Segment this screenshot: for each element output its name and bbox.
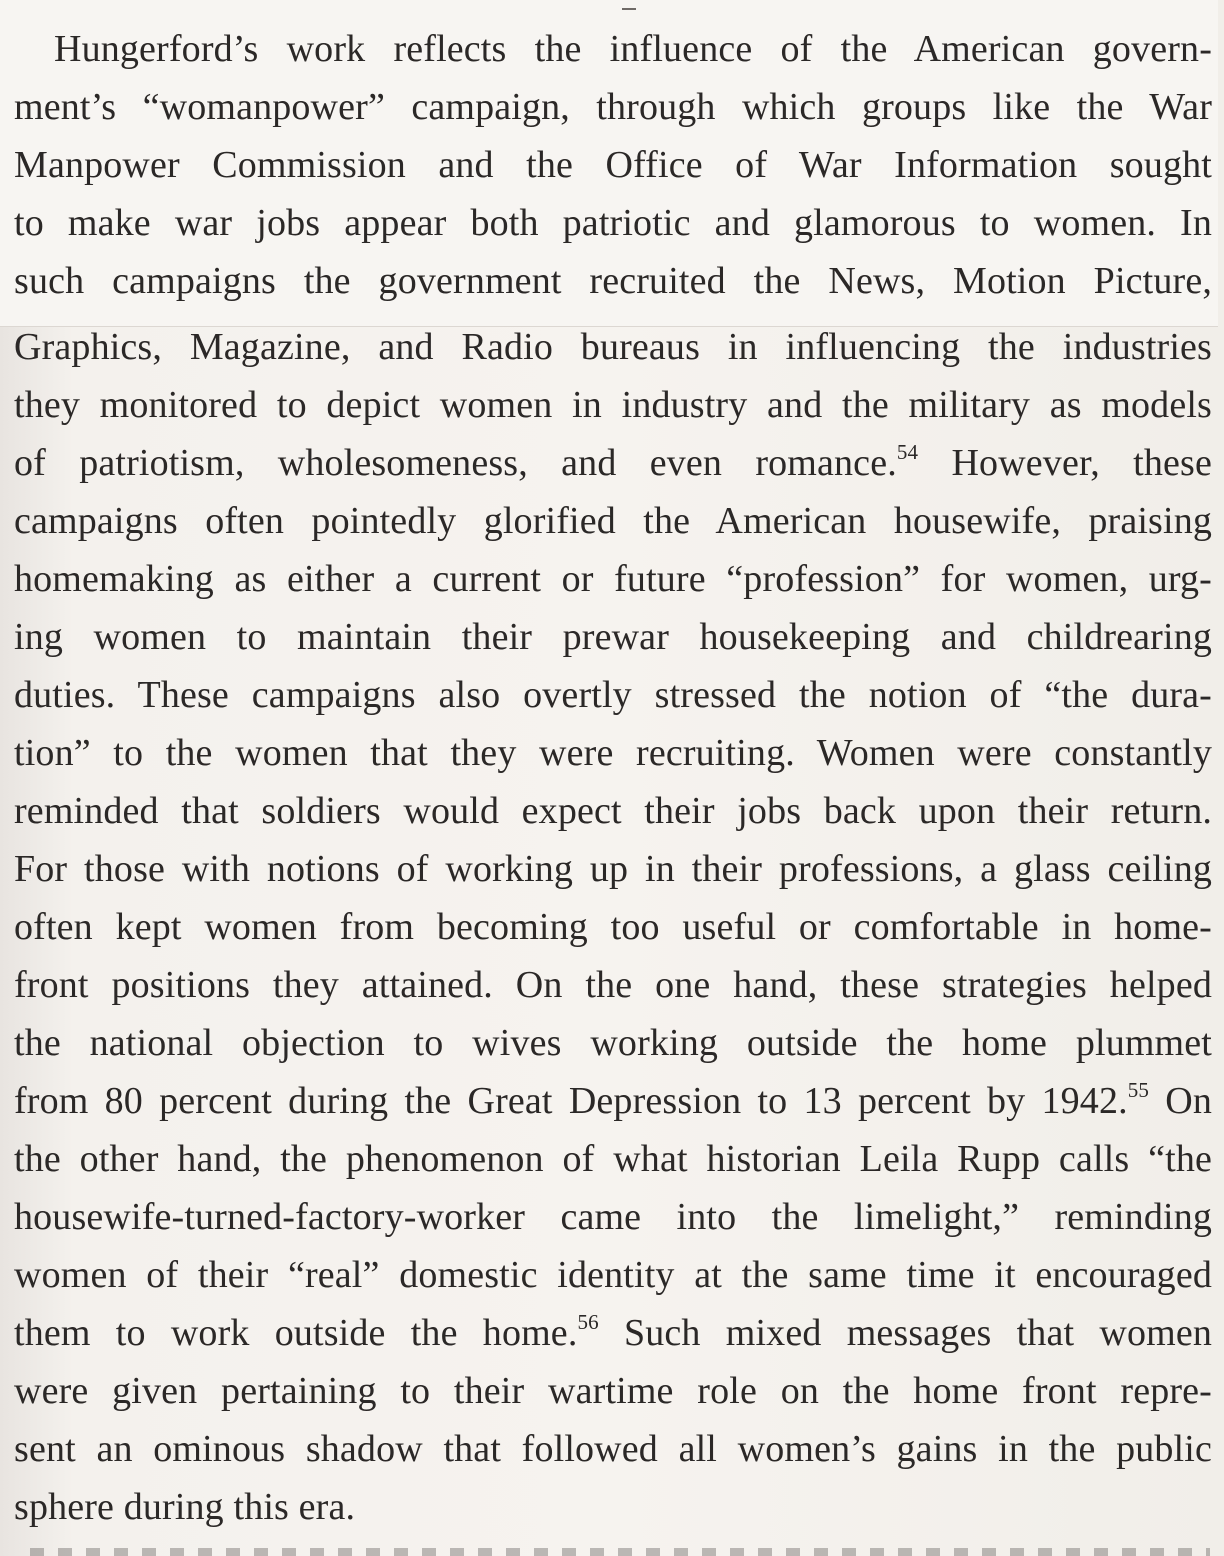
text-line-16 [14, 902, 1212, 952]
text-span: Hungerford’s work reflects the influence of the American govern- [54, 28, 1212, 70]
page-mark [622, 8, 636, 10]
text-span: campaigns often pointedly glorified the American housewife, praising [14, 500, 1212, 542]
text-line-25 [14, 1424, 1212, 1474]
text-span: homemaking as either a current or future “profession” for women, urg- [14, 558, 1212, 600]
footnote-ref-54: 54 [896, 440, 919, 464]
text-line-20 [14, 1134, 1212, 1184]
text-line-26 [14, 1482, 1212, 1532]
text-span: Manpower Commission and the Office of War Information sought [14, 144, 1212, 186]
footnote-ref-55: 55 [1127, 1078, 1150, 1102]
text-line-17 [14, 960, 1212, 1010]
text-span: Such mixed messages that women [598, 1312, 1212, 1354]
text-span: the national objection to wives working outside the home plummet [14, 1022, 1212, 1064]
text-span: ing women to maintain their prewar housekeeping and childrearing [14, 616, 1212, 658]
text-line-18 [14, 1018, 1212, 1068]
text-line-11 [14, 612, 1212, 662]
text-line-3 [14, 140, 1212, 190]
text-line-8 [14, 438, 1212, 488]
text-span: the other hand, the phenomenon of what historian Leila Rupp calls “the [14, 1138, 1212, 1180]
footnote-ref-56: 56 [577, 1310, 599, 1334]
text-span: often kept women from becoming too useful or comfortable in home- [14, 906, 1212, 948]
text-span: they monitored to depict women in industry and the military as models [14, 384, 1212, 426]
text-line-4 [14, 198, 1212, 248]
text-span: from 80 percent during the Great Depression to 13 percent by 1942. [14, 1080, 1128, 1122]
text-span: housewife-turned-factory-worker came into the limelight,” reminding [14, 1196, 1212, 1238]
text-line-12 [14, 670, 1212, 720]
text-span: of patriotism, wholesomeness, and even romance. [14, 442, 897, 484]
text-line-13 [14, 728, 1212, 778]
cropped-next-line [30, 1548, 1210, 1556]
text-span: to make war jobs appear both patriotic and glamorous to women. In [14, 202, 1212, 244]
text-span: On [1149, 1080, 1212, 1122]
text-span: sent an ominous shadow that followed all women’s gains in the public [14, 1428, 1212, 1470]
text-span: such campaigns the government recruited the News, Motion Picture, [14, 260, 1212, 302]
text-span: reminded that soldiers would expect their jobs back upon their return. [14, 790, 1212, 832]
text-span: women of their “real” domestic identity at the same time it encouraged [14, 1254, 1212, 1296]
text-line-24 [14, 1366, 1212, 1416]
text-span: were given pertaining to their wartime role on the home front repre- [14, 1370, 1212, 1412]
text-span: For those with notions of working up in their professions, a glass ceiling [14, 848, 1212, 890]
text-span: them to work outside the home. [14, 1312, 578, 1354]
text-line-19 [14, 1076, 1212, 1126]
text-line-23 [14, 1308, 1212, 1358]
text-line-10 [14, 554, 1212, 604]
text-line-6 [14, 322, 1212, 372]
text-span: sphere during this era. [14, 1486, 356, 1528]
text-line-22 [14, 1250, 1212, 1300]
text-line-9 [14, 496, 1212, 546]
text-line-14 [14, 786, 1212, 836]
text-line-7 [14, 380, 1212, 430]
text-span: tion” to the women that they were recruiting. Women were constantly [14, 732, 1212, 774]
text-line-15 [14, 844, 1212, 894]
text-span: However, these [918, 442, 1212, 484]
text-line-1 [54, 24, 1212, 74]
text-span: front positions they attained. On the one hand, these strategies helped [14, 964, 1212, 1006]
text-span: Graphics, Magazine, and Radio bureaus in influencing the industries [14, 326, 1212, 368]
text-line-2 [14, 82, 1212, 132]
text-line-5 [14, 256, 1212, 306]
text-line-21 [14, 1192, 1212, 1242]
text-span: duties. These campaigns also overtly stressed the notion of “the dura- [14, 674, 1212, 716]
text-span: ment’s “womanpower” campaign, through which groups like the War [14, 86, 1212, 128]
